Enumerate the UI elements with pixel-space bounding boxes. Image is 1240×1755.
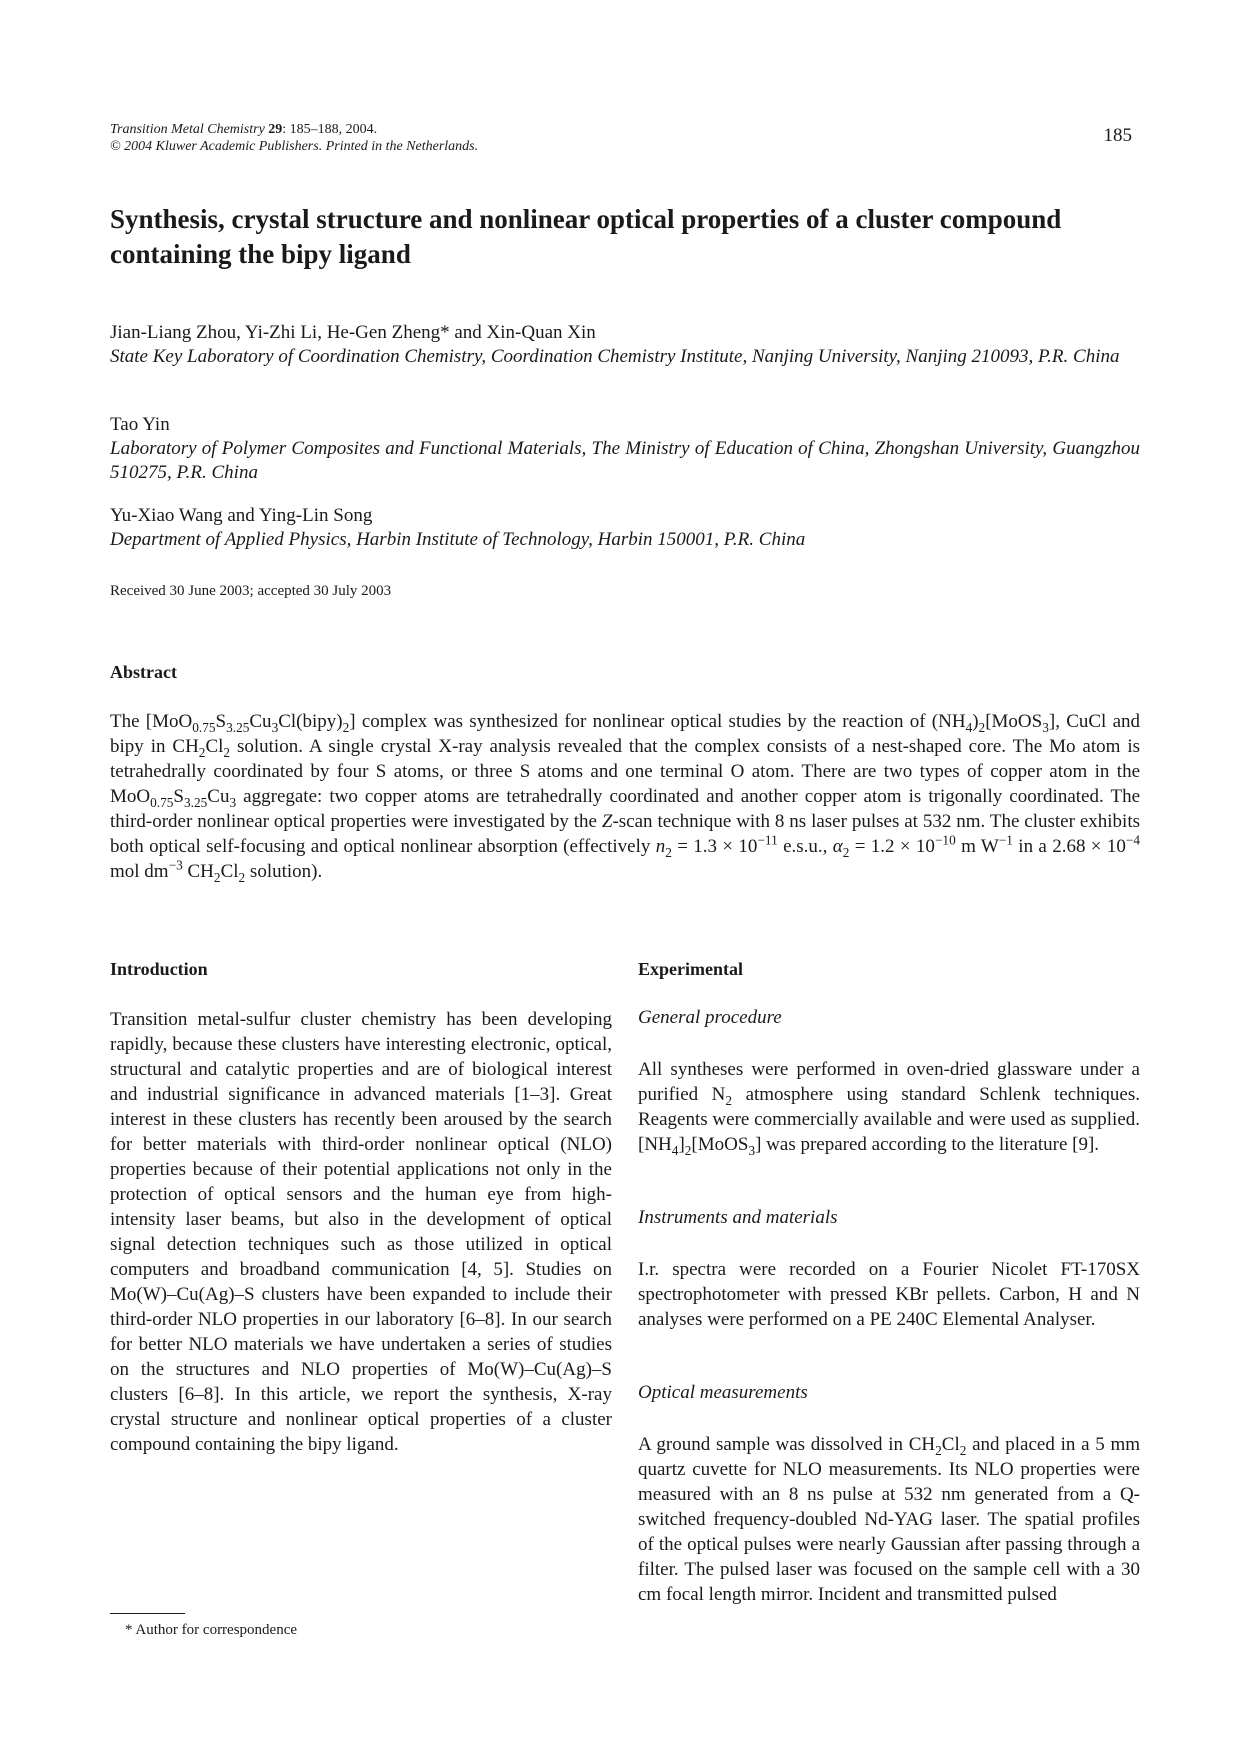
introduction-text: Transition metal-sulfur cluster chemistry has been developing rapidly, because these clusters have interesting electronic, optical, structural and catalytic properties and are of biological interest and industrial significance in advanced materials [1–3]. Great interest in these clusters has recently been aroused by the search for better materials with third-order nonlinear optical (NLO) properties because of their potential applications not only in the protection of optical sensors and the human eye from high-intensity laser beams, but also in the development of optical signal detection techniques such as those utilized in optical computers and broadband communication [4, 5]. Studies on Mo(W)–Cu(Ag)–S clusters have been expanded to include their third-order NLO properties in our laboratory [6–8]. In our search for better NLO materials we have undertaken a series of studies on the structures and NLO properties of Mo(W)–Cu(Ag)–S clusters [6–8]. In this article, we report the synthesis, X-ray crystal structure and nonlinear optical properties of a cluster compound containing the bipy ligand. xyxy=(110,1009,612,1455)
journal-citation xyxy=(110,121,478,155)
footnote-divider xyxy=(110,1613,185,1614)
author-names: Tao Yin xyxy=(110,414,170,435)
experimental-heading: Experimental xyxy=(638,959,743,979)
copyright-line: © 2004 Kluwer Academic Publishers. Printed in the Netherlands. xyxy=(110,139,479,154)
paper-title: Synthesis, crystal structure and nonlinear optical properties of a cluster compound containing the bipy ligand xyxy=(110,204,1062,269)
author-names: Jian-Liang Zhou, Yi-Zhi Li, He-Gen Zheng* and Xin-Quan Xin xyxy=(110,322,596,343)
affiliation-block xyxy=(110,504,1140,552)
introduction-heading: Introduction xyxy=(110,959,208,979)
institution: State Key Laboratory of Coordination Chemistry, Coordination Chemistry Institute, Nanjing University, Nanjing 210093, P.R. China xyxy=(110,346,1120,367)
instruments-heading: Instruments and materials xyxy=(638,1207,838,1228)
abstract-text: The $[MoO_{0.75}S_{3.25}Cu_3Cl(bipy)_2]$ complex was synthesized for nonlinear optical studies by the reaction of $(NH_4)_2[MoOS_3]$, CuCl and bipy in $CH_2Cl_2$ solution. A single crystal X-ray analysis revealed that the complex consists of a nest-shaped core. The Mo atom is tetrahedrally coordinated by four S atoms, or three S atoms and one terminal O atom. There are two types of copper atom in the $MoO_{0.75}S_{3.25}Cu_3$ aggregate: two copper atoms are tetrahedrally coordinated and another copper atom is trigonally coordinated. The third-order nonlinear optical properties were investigated by the Z-scan technique with 8 ns laser pulses at 532 nm. The cluster exhibits both optical self-focusing and optical nonlinear absorption (effectively $n_2 = 1.3 \times 10^{-11}$ e.s.u., $\alpha_2 = 1.2 \times 10^{-10}$ m $W^{-1}$ in a $2.68 \times 10^{-4}$ mol $dm^{-3}$ $CH_2Cl_2$ solution). xyxy=(110,711,1141,885)
abstract-heading: Abstract xyxy=(110,662,177,682)
affiliation-block xyxy=(110,321,1140,369)
received-dates: Received 30 June 2003; accepted 30 July 2003 xyxy=(110,583,392,599)
optical-measurements-heading: Optical measurements xyxy=(638,1382,808,1403)
general-procedure-heading: General procedure xyxy=(638,1007,782,1028)
journal-pages: : 185–188, 2004. xyxy=(282,122,378,137)
author-names: Yu-Xiao Wang and Ying-Lin Song xyxy=(110,505,373,526)
optical-measurements-text: A ground sample was dissolved in $CH_2Cl_2$ and placed in a 5 mm quartz cuvette for NLO measurements. Its NLO properties were measured with an 8 ns pulse at 532 nm generated from a Q-switched frequency-doubled Nd-YAG laser. The spatial profiles of the optical pulses were nearly Gaussian after passing through a filter. The pulsed laser was focused on the sample cell with a 30 cm focal length mirror. Incident and transmitted pulsed xyxy=(638,1434,1140,1605)
page-number: 185 xyxy=(1103,125,1132,146)
institution: Laboratory of Polymer Composites and Functional Materials, The Ministry of Education of China, Zhongshan University, Guangzhou 510275, P.R. China xyxy=(110,438,1140,483)
general-procedure-text: All syntheses were performed in oven-dried glassware under a purified $N_2$ atmosphere using standard Schlenk techniques. Reagents were commercially available and were used as supplied. $[NH_4]_2[MoOS_3]$ was prepared according to the literature [9]. xyxy=(638,1059,1140,1158)
instruments-text: I.r. spectra were recorded on a Fourier Nicolet FT-170SX spectrophotometer with pressed KBr pellets. Carbon, H and N analyses were performed on a PE 240C Elemental Analyser. xyxy=(638,1259,1140,1330)
footnote: * Author for correspondence xyxy=(125,1622,298,1638)
affiliation-block xyxy=(110,413,1140,485)
journal-name: Transition Metal Chemistry xyxy=(110,122,265,137)
journal-volume: 29 xyxy=(268,122,283,137)
institution: Department of Applied Physics, Harbin Institute of Technology, Harbin 150001, P.R. China xyxy=(110,529,806,550)
